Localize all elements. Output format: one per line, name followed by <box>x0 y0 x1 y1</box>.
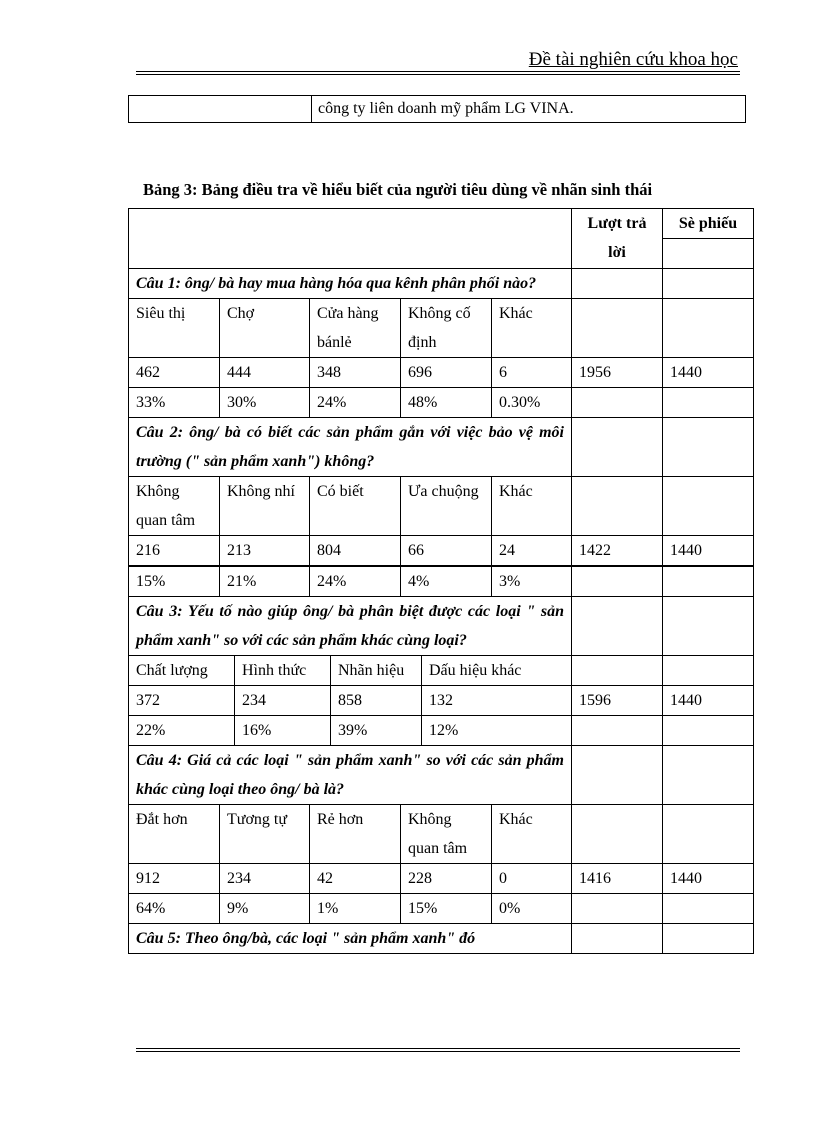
table-cell <box>572 566 663 597</box>
table-cell <box>663 239 754 269</box>
q4-count: 42 <box>310 864 401 894</box>
table-cell <box>663 477 754 536</box>
table-cell <box>663 746 754 805</box>
q3-percent: 12% <box>422 716 572 746</box>
table-row <box>129 864 754 894</box>
table-cell <box>663 418 754 477</box>
table-row <box>129 924 754 954</box>
q2-percent: 15% <box>129 566 220 597</box>
q2-responses: 1422 <box>572 536 663 567</box>
q3-option: Chất lượng <box>129 656 235 686</box>
question-1: Câu 1: ông/ bà hay mua hàng hóa qua kênh phân phối nào? <box>129 269 572 299</box>
q1-percent: 33% <box>129 388 220 418</box>
q2-option: Khác <box>492 477 572 536</box>
q2-count: 216 <box>129 536 220 567</box>
q3-option: Dấu hiệu khác <box>422 656 572 686</box>
table-cell: công ty liên doanh mỹ phẩm LG VINA. <box>312 96 746 123</box>
table-row <box>129 388 754 418</box>
q2-percent: 24% <box>310 566 401 597</box>
q4-count: 234 <box>220 864 310 894</box>
table-caption: Bảng 3: Bảng điều tra về hiểu biết của người tiêu dùng về nhãn sinh thái <box>143 180 653 199</box>
q2-count: 24 <box>492 536 572 567</box>
q4-option: Khác <box>492 805 572 864</box>
q4-option: Đắt hơn <box>129 805 220 864</box>
q2-option: Có biết <box>310 477 401 536</box>
table-row <box>129 566 754 597</box>
q3-count: 234 <box>235 686 331 716</box>
q1-responses: 1956 <box>572 358 663 388</box>
table-row <box>129 894 754 924</box>
q4-count: 912 <box>129 864 220 894</box>
q1-option: Chợ <box>220 299 310 358</box>
q1-option: Cửa hàng bánlẻ <box>310 299 401 358</box>
table-cell <box>663 299 754 358</box>
table-cell <box>663 894 754 924</box>
table-row <box>129 805 754 864</box>
q2-count: 213 <box>220 536 310 567</box>
q1-percent: 30% <box>220 388 310 418</box>
q1-option: Siêu thị <box>129 299 220 358</box>
table-cell <box>663 388 754 418</box>
q2-count: 804 <box>310 536 401 567</box>
table-cell <box>663 269 754 299</box>
q4-percent: 15% <box>401 894 492 924</box>
q4-percent: 9% <box>220 894 310 924</box>
q3-count: 858 <box>331 686 422 716</box>
q2-percent: 3% <box>492 566 572 597</box>
q4-percent: 64% <box>129 894 220 924</box>
table-cell <box>572 388 663 418</box>
q1-count: 462 <box>129 358 220 388</box>
q1-percent: 24% <box>310 388 401 418</box>
table-cell <box>572 805 663 864</box>
table-header-blank <box>129 209 572 269</box>
table-cell <box>663 805 754 864</box>
q4-count: 0 <box>492 864 572 894</box>
header-rule <box>136 71 740 72</box>
q2-percent: 21% <box>220 566 310 597</box>
q2-option: Không nhí <box>220 477 310 536</box>
footer-rule-secondary <box>136 1051 740 1052</box>
table-row <box>129 96 746 123</box>
table-cell <box>663 716 754 746</box>
q4-votes: 1440 <box>663 864 754 894</box>
header-rule-secondary <box>136 74 740 75</box>
q2-count: 66 <box>401 536 492 567</box>
survey-table <box>128 208 754 954</box>
table-row <box>129 269 754 299</box>
q1-count: 6 <box>492 358 572 388</box>
continuation-table <box>128 95 746 123</box>
q4-responses: 1416 <box>572 864 663 894</box>
table-row <box>129 477 754 536</box>
question-4: Câu 4: Giá cả các loại " sản phẩm xanh" so với các sản phẩm khác cùng loại theo ông/ bà là? <box>129 746 572 805</box>
q1-count: 348 <box>310 358 401 388</box>
table-cell <box>663 566 754 597</box>
table-cell <box>663 924 754 954</box>
q4-count: 228 <box>401 864 492 894</box>
table-cell <box>572 716 663 746</box>
table-row <box>129 656 754 686</box>
table-row <box>129 746 754 805</box>
q3-option: Nhãn hiệu <box>331 656 422 686</box>
table-row <box>129 536 754 567</box>
table-cell <box>572 597 663 656</box>
q1-option: Khác <box>492 299 572 358</box>
table-cell <box>572 418 663 477</box>
footer-rule <box>136 1048 740 1049</box>
q3-percent: 22% <box>129 716 235 746</box>
q3-option: Hình thức <box>235 656 331 686</box>
table-row <box>129 686 754 716</box>
table-row <box>129 299 754 358</box>
table-cell <box>572 477 663 536</box>
q3-count: 372 <box>129 686 235 716</box>
q1-count: 444 <box>220 358 310 388</box>
q1-percent: 48% <box>401 388 492 418</box>
q1-votes: 1440 <box>663 358 754 388</box>
q3-percent: 39% <box>331 716 422 746</box>
table-row <box>129 358 754 388</box>
table-cell <box>663 656 754 686</box>
q4-percent: 0% <box>492 894 572 924</box>
q3-percent: 16% <box>235 716 331 746</box>
q2-percent: 4% <box>401 566 492 597</box>
q1-count: 696 <box>401 358 492 388</box>
q1-option: Không cố định <box>401 299 492 358</box>
table-cell <box>663 597 754 656</box>
column-header-votes: Sè phiếu <box>663 209 754 239</box>
page-header-title: Đề tài nghiên cứu khoa học <box>528 49 738 70</box>
table-cell <box>129 96 312 123</box>
q4-option: Tương tự <box>220 805 310 864</box>
table-cell <box>572 894 663 924</box>
q4-option: Rẻ hơn <box>310 805 401 864</box>
table-cell <box>572 299 663 358</box>
q3-votes: 1440 <box>663 686 754 716</box>
table-row <box>129 418 754 477</box>
q2-option: Không quan tâm <box>129 477 220 536</box>
table-cell <box>572 656 663 686</box>
q3-count: 132 <box>422 686 572 716</box>
table-row <box>129 209 754 239</box>
table-row <box>129 597 754 656</box>
q4-percent: 1% <box>310 894 401 924</box>
q3-responses: 1596 <box>572 686 663 716</box>
q2-option: Ưa chuộng <box>401 477 492 536</box>
q2-votes: 1440 <box>663 536 754 567</box>
question-2: Câu 2: ông/ bà có biết các sản phẩm gắn với việc bảo vệ môi trường (" sản phẩm xanh") không? <box>129 418 572 477</box>
table-cell <box>572 269 663 299</box>
table-cell <box>572 924 663 954</box>
question-3: Câu 3: Yếu tố nào giúp ông/ bà phân biệt được các loại " sản phẩm xanh" so với các sản phẩm khác cùng loại? <box>129 597 572 656</box>
q1-percent: 0.30% <box>492 388 572 418</box>
column-header-responses: Lượt trả lời <box>572 209 663 269</box>
table-cell <box>572 746 663 805</box>
question-5: Câu 5: Theo ông/bà, các loại " sản phẩm xanh" đó <box>129 924 572 954</box>
q4-option: Không quan tâm <box>401 805 492 864</box>
table-row <box>129 716 754 746</box>
